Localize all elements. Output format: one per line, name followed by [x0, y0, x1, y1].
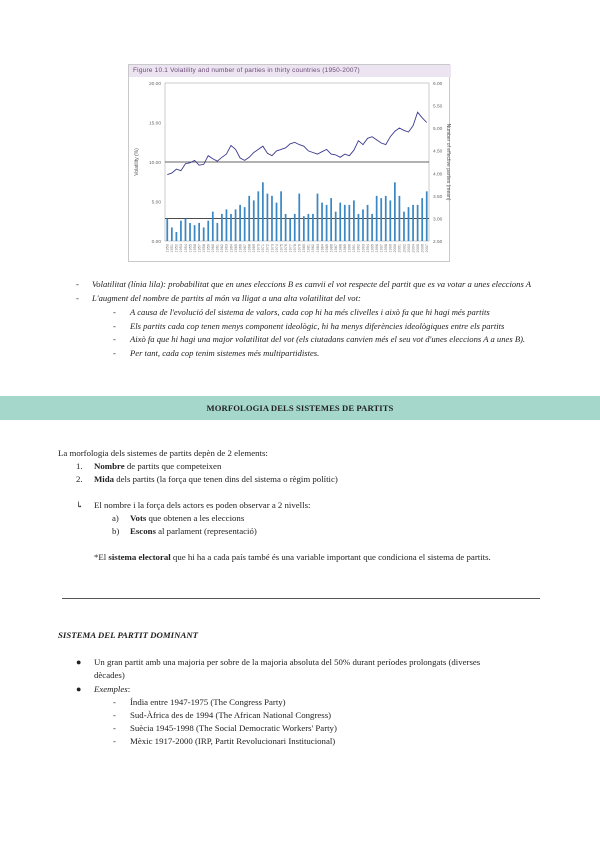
electoral-system-note: *El sistema electoral que hi ha a cada país també és una variable important que condiciona el sistema de partits. [94, 552, 491, 562]
bar-parties [389, 200, 391, 241]
x-tick-label: 1957 [197, 244, 202, 253]
bar-parties [285, 214, 287, 241]
right-tick-label: 4.50 [433, 149, 443, 155]
x-tick-label: 1991 [352, 244, 357, 253]
bullet-volatility: Volatilitat (línia lila): probabilitat que en unes eleccions B es canvii el vot respecte del partit que es va votar a unes eleccions A [92, 279, 532, 289]
dominant-party-heading: SISTEMA DEL PARTIT DOMINANT [58, 630, 199, 640]
bar-parties [426, 191, 428, 241]
right-tick-label: 6.00 [433, 82, 443, 87]
bullet-dot: ● [76, 684, 82, 694]
x-tick-label: 1998 [384, 244, 389, 253]
bar-parties [308, 214, 310, 241]
examples-label: Exemples: [94, 684, 131, 694]
bar-parties [267, 194, 269, 241]
x-tick-label: 1994 [365, 244, 370, 253]
left-tick-label: 15.00 [148, 121, 161, 127]
x-tick-label: 2007 [425, 244, 429, 253]
element-mida: Mida dels partits (la força que tenen dins del sistema o règim polític) [94, 474, 338, 484]
bar-parties [176, 232, 178, 241]
bar-parties [417, 205, 419, 241]
x-tick-label: 1995 [370, 244, 375, 253]
horizontal-divider [62, 598, 540, 599]
dominant-definition-line1: Un gran partit amb una majoria per sobre de la majoria absoluta del 50% durant períodes prolongats (diverses [94, 657, 481, 667]
example-mexico: Mèxic 1917-2000 (IRP, Partit Revolucionari Institucional) [130, 736, 336, 746]
x-tick-label: 1954 [183, 244, 188, 253]
arrow-icon: ↳ [76, 500, 84, 510]
x-tick-label: 2005 [415, 244, 420, 253]
bar-parties [185, 218, 187, 241]
x-tick-label: 1973 [270, 244, 275, 253]
sub-bullet-ideology: Els partits cada cop tenen menys component ideològic, hi ha menys diferències ideològiques entre els partits [130, 321, 505, 331]
dash-bullet: - [113, 710, 116, 720]
level-escons: Escons al parlament (representació) [130, 526, 257, 536]
x-tick-label: 1960 [211, 244, 216, 253]
right-tick-label: 3.50 [433, 194, 443, 200]
sub-bullet-volatility: Això fa que hi hagi una major volatilitat del vot (els ciutadans canvien més el seu vot d'unes eleccions A a unes B). [130, 334, 526, 344]
bar-parties [412, 205, 414, 241]
bar-parties [344, 205, 346, 241]
bar-parties [212, 212, 214, 241]
x-tick-label: 2003 [406, 244, 411, 253]
bar-parties [312, 214, 314, 241]
bar-parties [298, 194, 300, 241]
bar-parties [362, 209, 364, 241]
list-number: 2. [76, 474, 83, 484]
x-tick-label: 2006 [420, 244, 425, 253]
x-tick-label: 1966 [238, 244, 243, 253]
bar-parties [276, 203, 278, 241]
y-right-axis-label: Number of effective parties (mean) [445, 123, 451, 201]
bar-parties [216, 223, 218, 241]
x-tick-label: 1977 [288, 244, 293, 253]
right-tick-label: 5.50 [433, 104, 443, 110]
morph-intro: La morfologia dels sistemes de partits depèn de 2 elements: [58, 448, 268, 458]
bar-parties [171, 227, 173, 241]
x-tick-label: 1950 [165, 244, 170, 253]
left-tick-label: 20.00 [148, 82, 161, 87]
x-tick-label: 1971 [261, 244, 266, 253]
x-tick-label: 1974 [274, 244, 279, 253]
right-tick-label: 4.00 [433, 172, 443, 178]
dash-bullet: - [113, 723, 116, 733]
x-tick-label: 1981 [306, 244, 311, 253]
x-tick-label: 2001 [397, 244, 402, 253]
sub-bullet-values: A causa de l'evolució del sistema de valors, cada cop hi ha més clivelles i això fa que hi hagi més partits [130, 307, 490, 317]
x-tick-label: 1968 [247, 244, 252, 253]
bar-parties [207, 221, 209, 241]
bar-parties [226, 209, 228, 241]
dash-bullet: - [76, 279, 79, 289]
bar-parties [321, 203, 323, 241]
dash-bullet: - [113, 348, 116, 358]
dash-bullet: - [113, 334, 116, 344]
x-tick-label: 1955 [188, 244, 193, 253]
bar-parties [257, 191, 259, 241]
bar-parties [166, 218, 168, 241]
bar-parties [239, 205, 241, 241]
dominant-definition-line2: dècades) [94, 670, 125, 680]
bar-parties [385, 196, 387, 241]
right-tick-label: 5.00 [433, 127, 443, 133]
x-tick-label: 1989 [343, 244, 348, 253]
volatility-parties-figure [128, 64, 450, 262]
bullet-dot: ● [76, 657, 82, 667]
bar-parties [330, 198, 332, 241]
bar-parties [294, 214, 296, 241]
bar-parties [230, 214, 232, 241]
bar-parties [339, 203, 341, 241]
x-tick-label: 1979 [297, 244, 302, 253]
x-tick-label: 1959 [206, 244, 211, 253]
bar-parties [221, 214, 223, 241]
bar-parties [421, 198, 423, 241]
bar-parties [180, 221, 182, 241]
x-tick-label: 1983 [315, 244, 320, 253]
bar-parties [262, 182, 264, 241]
right-tick-label: 3.00 [433, 217, 443, 223]
bullet-parties-growth: L'augment del nombre de partits al món va lligat a una alta volatilitat del vot: [92, 293, 361, 303]
x-tick-label: 1961 [215, 244, 220, 253]
x-tick-label: 1982 [311, 244, 316, 253]
x-tick-label: 1967 [243, 244, 247, 253]
x-tick-label: 1992 [356, 244, 361, 253]
bar-parties [248, 196, 250, 241]
x-tick-label: 1990 [347, 244, 352, 253]
list-letter: a) [112, 513, 119, 523]
dash-bullet: - [113, 736, 116, 746]
bar-parties [376, 196, 378, 241]
bar-parties [358, 214, 360, 241]
right-tick-label: 2.50 [433, 240, 443, 245]
example-south-africa: Sud-Àfrica des de 1994 (The African National Congress) [130, 710, 332, 720]
example-india: Índia entre 1947-1975 (The Congress Party) [130, 697, 286, 707]
x-tick-label: 1972 [265, 244, 270, 253]
x-tick-label: 1969 [252, 244, 257, 253]
x-tick-label: 1956 [192, 244, 197, 253]
x-tick-label: 2002 [402, 244, 407, 253]
volatility-chart [129, 65, 449, 261]
x-tick-label: 1978 [293, 244, 297, 253]
x-tick-label: 2000 [393, 244, 398, 253]
left-tick-label: 5.00 [151, 200, 161, 206]
x-tick-label: 1958 [202, 244, 206, 253]
dash-bullet: - [76, 293, 79, 303]
y-left-axis-label: Volatility (%) [134, 148, 140, 176]
bar-parties [289, 218, 291, 241]
bar-parties [253, 200, 255, 241]
level-vots: Vots que obtenen a les eleccions [130, 513, 245, 523]
x-tick-label: 1999 [388, 244, 393, 253]
sub-bullet-multiparty: Per tant, cada cop tenim sistemes més multipartidistes. [130, 348, 320, 358]
x-tick-label: 1970 [256, 244, 261, 253]
x-tick-label: 1964 [229, 244, 234, 253]
bar-parties [271, 196, 273, 241]
bar-parties [317, 194, 319, 241]
example-sweden: Suècia 1945-1998 (The Social Democratic Workers' Party) [130, 723, 337, 733]
list-number: 1. [76, 461, 83, 471]
x-tick-label: 1997 [379, 244, 384, 253]
list-letter: b) [112, 526, 120, 536]
levels-text: El nombre i la força dels actors es poden observar a 2 nivells: [94, 500, 311, 510]
x-tick-label: 1987 [334, 244, 338, 253]
bar-parties [235, 209, 237, 241]
x-tick-label: 1952 [174, 244, 179, 253]
x-tick-label: 1980 [302, 244, 307, 253]
bar-parties [399, 196, 401, 241]
x-tick-label: 1962 [220, 244, 225, 253]
x-tick-label: 1984 [320, 244, 325, 253]
bar-parties [189, 223, 191, 241]
x-tick-label: 1951 [170, 244, 175, 253]
bar-parties [244, 207, 246, 241]
bar-parties [348, 205, 350, 241]
dash-bullet: - [113, 697, 116, 707]
x-tick-label: 1993 [361, 244, 366, 253]
bar-parties [371, 214, 373, 241]
bar-parties [280, 191, 282, 241]
left-tick-label: 0.00 [151, 240, 161, 245]
bar-parties [335, 212, 337, 241]
x-tick-label: 2004 [411, 244, 416, 253]
line-volatility [167, 112, 426, 174]
x-tick-label: 1985 [324, 244, 329, 253]
bar-parties [203, 227, 205, 241]
x-tick-label: 1953 [179, 244, 184, 253]
dash-bullet: - [113, 321, 116, 331]
figure-title: Figure 10.1 Volatility and number of parties in thirty countries (1950-2007) [129, 65, 451, 77]
x-tick-label: 1988 [338, 244, 343, 253]
bar-parties [408, 207, 410, 241]
bar-parties [326, 205, 328, 241]
x-tick-label: 1976 [283, 244, 288, 253]
bar-parties [403, 212, 405, 241]
dash-bullet: - [113, 307, 116, 317]
bar-parties [303, 216, 305, 241]
element-nombre: Nombre de partits que competeixen [94, 461, 222, 471]
x-tick-label: 1965 [233, 244, 238, 253]
bar-parties [367, 205, 369, 241]
bar-parties [394, 182, 396, 241]
section-heading-morfologia: MORFOLOGIA DELS SISTEMES DE PARTITS [0, 396, 600, 420]
bar-parties [380, 198, 382, 241]
bar-parties [198, 223, 200, 241]
x-tick-label: 1975 [279, 244, 284, 253]
left-tick-label: 10.00 [148, 161, 161, 166]
x-tick-label: 1986 [329, 244, 334, 253]
x-tick-label: 1996 [375, 244, 379, 253]
bar-parties [194, 225, 196, 241]
x-tick-label: 1963 [224, 244, 229, 253]
bar-parties [353, 200, 355, 241]
